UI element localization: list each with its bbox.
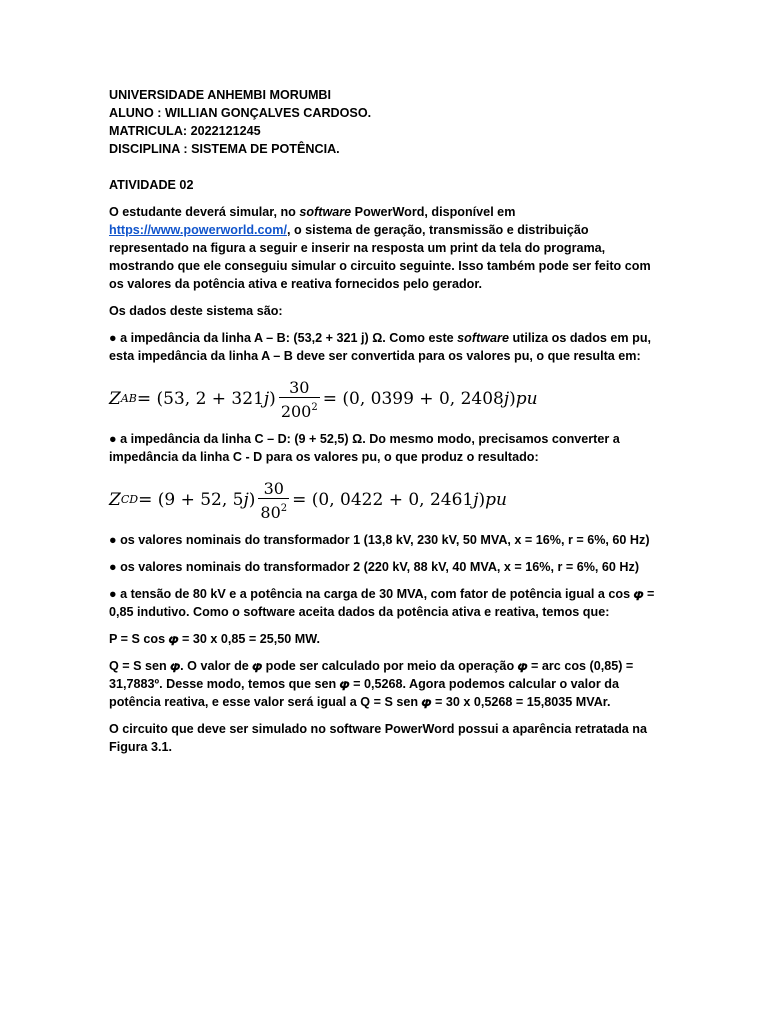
student-name: ALUNO : WILLIAN GONÇALVES CARDOSO. xyxy=(109,106,372,120)
formula-zcd-fraction xyxy=(258,479,289,522)
formula-zcd-denominator xyxy=(258,498,289,522)
line-ab-text-1: ● a impedância da linha A – B: (53,2 + 321 j) Ω. Como este xyxy=(109,331,458,345)
formula-zab-den-exp: 2 xyxy=(311,401,318,413)
transformer-2-paragraph: ● os valores nominais do transformador 2 (220 kV, 88 kV, 40 MVA, x = 16%, r = 6%, 60 Hz) xyxy=(109,560,640,574)
activity-title: ATIVIDADE 02 xyxy=(109,178,194,192)
active-power-paragraph: P = S cos 𝝋 = 30 x 0,85 = 25,50 MW. xyxy=(109,632,320,646)
formula-zcd-den-base: 80 xyxy=(260,502,281,522)
formula-zab-pu: pu xyxy=(515,389,538,409)
formula-zab-den-base: 200 xyxy=(280,401,312,421)
formula-zcd-pu: pu xyxy=(485,490,507,510)
formula-zab-result: = (0, 0399 + 0, 2408 xyxy=(322,389,504,409)
formula-zcd-close: ) xyxy=(248,490,256,510)
intro-text-3: , o sistema de geração, transmissão e distribuição representado na figura a seguir e inserir na resposta um print da tela do programa, mostrando que ele conseguiu simular o circuito seguinte. Isso também pode ser feito com os valores da potência ativa e reativa fornecidos pelo gerador. xyxy=(109,223,651,291)
university-name: UNIVERSIDADE ANHEMBI MORUMBI xyxy=(109,88,332,102)
formula-zab-denominator xyxy=(279,397,320,421)
intro-text-1: O estudante deverá simular, no xyxy=(109,205,300,219)
formula-zcd-result-j: j xyxy=(473,490,479,510)
formula-zcd-result-close: ) xyxy=(478,490,486,510)
formula-zcd-numerator: 30 xyxy=(263,478,284,498)
formula-zab-symbol: Z xyxy=(109,389,121,409)
line-cd-paragraph: ● a impedância da linha C – D: (9 + 52,5) Ω. Do mesmo modo, precisamos converter a impedância da linha C - D para os valores pu, o que produz o resultado: xyxy=(109,432,620,464)
formula-zab-result-close: ) xyxy=(509,389,516,409)
subject-name: DISCIPLINA : SISTEMA DE POTÊNCIA. xyxy=(109,142,340,156)
formula-zab-j: j xyxy=(263,389,270,409)
intro-text-2: PowerWord, disponível em xyxy=(351,205,516,219)
formula-zab-result-j: j xyxy=(503,389,510,409)
load-paragraph: ● a tensão de 80 kV e a potência na carga de 30 MVA, com fator de potência igual a cos 𝝋 = 0,85 indutivo. Como o software aceita dados da potência ativa e reativa, temos que: xyxy=(109,587,655,619)
registration-number: MATRICULA: 2022121245 xyxy=(109,124,261,138)
formula-zcd-j: j xyxy=(243,490,249,510)
data-heading: Os dados deste sistema são: xyxy=(109,304,283,318)
formula-zab-close: ) xyxy=(269,389,276,409)
formula-zab xyxy=(109,374,668,424)
line-ab-software-word: software xyxy=(457,331,509,345)
formula-zab-numerator: 30 xyxy=(289,377,310,397)
formula-zab-fraction xyxy=(279,378,320,421)
line-ab-paragraph xyxy=(109,329,668,365)
formula-zcd-symbol: Z xyxy=(109,490,121,510)
powerworld-link[interactable]: https://www.powerworld.com/ xyxy=(109,223,287,237)
header-block xyxy=(109,86,668,158)
formula-zcd-den-exp: 2 xyxy=(280,502,288,514)
line-ab-text-2: utiliza os dados em pu, esta impedância da linha A – B deve ser convertida para os valores pu, o que resulta em: xyxy=(109,331,652,363)
formula-zcd-impedance: = (9 + 52, 5 xyxy=(138,490,244,510)
intro-paragraph xyxy=(109,203,668,293)
transformer-1-paragraph: ● os valores nominais do transformador 1 (13,8 kV, 230 kV, 50 MVA, x = 16%, r = 6%, 60 Hz) xyxy=(109,533,650,547)
closing-paragraph: O circuito que deve ser simulado no software PowerWord possui a aparência retratada na Figura 3.1. xyxy=(109,722,647,754)
formula-zcd xyxy=(109,475,668,525)
formula-zab-impedance: = (53, 2 + 321 xyxy=(136,389,264,409)
formula-zab-subscript: AB xyxy=(120,392,137,405)
formula-zcd-result: = (0, 0422 + 0, 2461 xyxy=(292,490,474,510)
intro-software-word: software xyxy=(299,205,352,219)
formula-zcd-subscript: CD xyxy=(120,493,139,506)
reactive-power-paragraph: Q = S sen 𝝋. O valor de 𝝋 pode ser calculado por meio da operação 𝝋 = arc cos (0,85) = 31,7883º. Desse modo, temos que sen 𝝋 = 0,5268. Agora podemos calcular o valor da potência reativa, e esse valor será igual a Q = S sen 𝝋 = 30 x 0,5268 = 15,8035 MVAr. xyxy=(109,659,634,709)
